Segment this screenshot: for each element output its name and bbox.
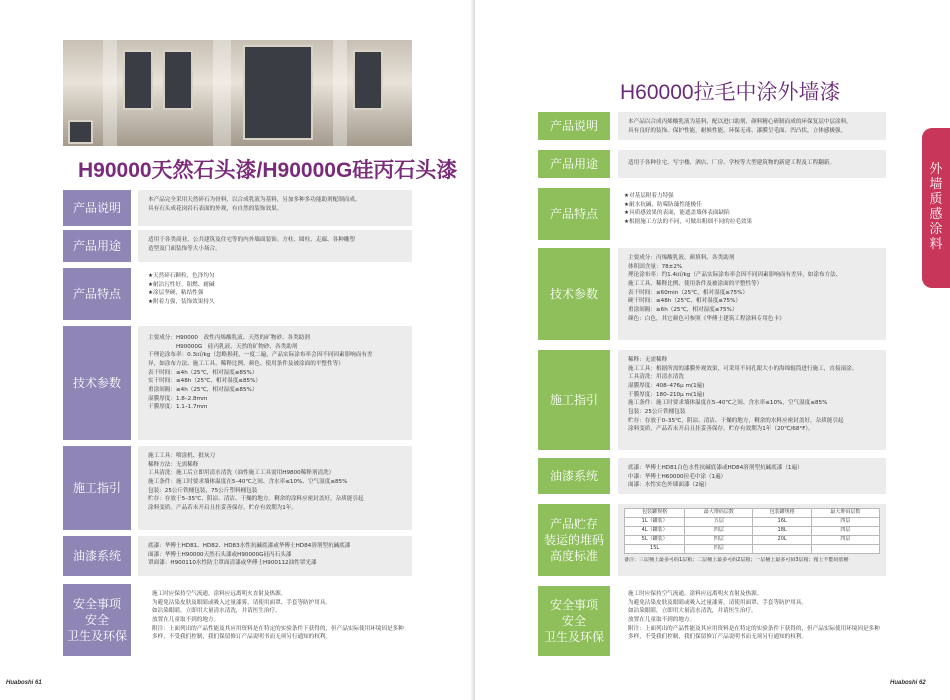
stack-cell: 四层 bbox=[685, 536, 753, 545]
table-row bbox=[625, 518, 880, 527]
text-line: 表干时间：≤60min（25℃，相对湿度≤75%） bbox=[628, 289, 748, 296]
text-line: 多样，不受我们控制，我们保留修订产品说明书而无须另行通知的权利。 bbox=[152, 634, 332, 641]
text-line: ★天然碎石颗粒，色泽均匀 bbox=[148, 273, 215, 279]
text-line: ★具质感效果的表面，能遮盖墙体表面缺陷 bbox=[624, 210, 730, 217]
text-line: ★耐水抗碱，防霉防藻性能极佳 bbox=[624, 201, 702, 208]
stack-cell: 15L bbox=[625, 545, 685, 554]
stack-cell: 四层 bbox=[685, 527, 753, 536]
page-number-left: Huaboshi 61 bbox=[6, 680, 42, 686]
text-line: 表干时间：≤4h（25℃，相对湿度≤85%） bbox=[148, 369, 258, 376]
page-number-right: Huaboshi 62 bbox=[890, 680, 926, 686]
text-line: 干膜厚度：1.1–1.7mm bbox=[148, 404, 208, 411]
text-line: 贮存：存放于0–35℃，阴凉、清洁、干燥的地方，剩余的水料应密封盖好，杂质能引起 bbox=[628, 417, 844, 424]
text-line: 施工工具、稀释比例、使用条件及被涂面的平整性等） bbox=[628, 280, 763, 287]
text-line: 放置在儿童取不到的地方。 bbox=[628, 616, 696, 623]
text-line: ★附着力强，装饰效果持久 bbox=[148, 298, 215, 305]
stack-cell: 五层 bbox=[685, 518, 753, 527]
text-line: 包装：25公斤铁桶包装 bbox=[628, 408, 686, 415]
section-content-use bbox=[618, 150, 886, 178]
stack-header-cell: 最大堆码层数 bbox=[685, 509, 753, 518]
stack-cell bbox=[811, 545, 879, 554]
text-line: 硬干时间：≤48h（25℃，相对湿度≤75%） bbox=[628, 298, 741, 305]
stack-cell: 1L（罐装） bbox=[625, 518, 685, 527]
stack-cell: 四层 bbox=[685, 545, 753, 554]
text-line: 理论涂布率：约1.4㎡/kg（产品实际涂布率会因不同因素影响而有差异，如涂布方法、 bbox=[628, 272, 842, 279]
section-label-desc: 产品说明 bbox=[63, 190, 131, 226]
text-line: 包装：25公斤铁桶包装，75公斤塑料桶包装 bbox=[148, 487, 258, 494]
section-label-system: 油漆系统 bbox=[538, 458, 610, 494]
text-line: ★根据施工方法的不同，可做出粗细不同的拉毛效果 bbox=[624, 218, 753, 225]
section-content-system bbox=[618, 458, 886, 494]
text-line: 涂料变质。产品若未开启且挂妥善保存，贮存有效期为1年。 bbox=[148, 504, 297, 511]
stack-cell: 5L（罐装） bbox=[625, 536, 685, 545]
section-label-desc: 产品说明 bbox=[538, 112, 610, 140]
text-line: 湿膜厚度：408–476μ m(1遍) bbox=[628, 382, 705, 389]
text-line: 多样，不受我们控制，我们保留修订产品说明书而无须另行通知的权利。 bbox=[628, 634, 808, 641]
section-label-feature: 产品特点 bbox=[538, 188, 610, 240]
text-line: 如沾染眼睛，立即用大量清水清洗，并请医生治疗。 bbox=[152, 608, 281, 615]
stack-header-cell: 包装罐规格 bbox=[625, 509, 685, 518]
section-content-feature bbox=[148, 272, 408, 307]
building-photo bbox=[63, 40, 412, 146]
text-line: 施工条件：施工时要求墙体温度在5–40℃之间、含水率≤10%、空气湿度≤85% bbox=[148, 478, 348, 485]
category-side-tab bbox=[922, 128, 950, 288]
section-content-use bbox=[138, 230, 412, 262]
section-label-tech: 技术参数 bbox=[538, 248, 610, 340]
text-line: 湿膜厚度：1.8–2.8mm bbox=[148, 395, 208, 402]
text-line: 施工工具：根据所需的漆膜外观效果，可采用不同孔眼大小的海绵辊筒进行施工，直接滚涂。 bbox=[628, 365, 858, 372]
text-line: 颜色：白色，其它颜色可参照《华傅士建筑工程涂料专用色卡》 bbox=[628, 315, 785, 322]
section-content-desc bbox=[138, 190, 412, 226]
text-line: 面漆：水性实色外墙面漆（2遍） bbox=[628, 482, 710, 489]
side-tab-char: 涂 bbox=[929, 221, 943, 237]
text-line: 附注：上面列出的产品性能及其应用资料是在特定的实验条件下获得的，但产品实际使用环境因是多种 bbox=[152, 625, 404, 632]
text-line: 工具清洗：施工后立即用清水清洗（油性施工工具需用H9800稀释剂清洗） bbox=[148, 470, 335, 477]
stack-cell: 4L（罐装） bbox=[625, 527, 685, 536]
text-line: ★对基层附着力特强 bbox=[624, 193, 674, 199]
section-content-tech bbox=[138, 326, 412, 440]
text-line: 具有良好的装饰、保护性能，耐候性能，环保无毒、漆膜呈毛面、凹凸状，立体感极强。 bbox=[628, 127, 847, 134]
text-line: 重涂间隔：≥4h（25℃，相对湿度≤85%） bbox=[148, 386, 258, 393]
text-line: 施工条件：施工时要求墙体温度在5–40℃之间、含水率≤10%，空气湿度≤85% bbox=[628, 400, 828, 407]
text-line: 放置在儿童取不到的地方。 bbox=[152, 616, 220, 623]
section-content-desc bbox=[618, 112, 886, 140]
text-line: 面漆：华傅士H90000天然石头漆或H90000G硅丙石头漆 bbox=[148, 551, 292, 558]
text-line: 底漆：华傅士HD81白色水性抗碱底漆或HD84溶剂型抗碱底漆（1遍） bbox=[628, 465, 803, 471]
side-tab-char: 墙 bbox=[929, 177, 943, 193]
text-line: 稀释：无需稀释 bbox=[628, 357, 668, 363]
side-tab-char: 料 bbox=[929, 236, 943, 252]
text-line: 如沾染眼睛，立即用大量清水清洗，并请医生治疗。 bbox=[628, 608, 757, 615]
side-tab-char: 外 bbox=[929, 162, 943, 178]
text-line: 为避免沾染皮肤及眼睛或吸入过量漆雾，请使用面罩、手套等防护用具。 bbox=[628, 599, 808, 606]
text-line: ★涂层坚硬，粘结性强 bbox=[148, 290, 204, 297]
stack-note: 备注：三层桶上最多可码1层箱；二层桶上最多可码2层箱；一层桶上最多可码3层箱；箱上不能码放桶 bbox=[624, 557, 849, 563]
stack-header-cell: 最大堆码层数 bbox=[811, 509, 879, 518]
section-content-tech bbox=[618, 248, 886, 340]
stack-header-cell: 包装罐规格 bbox=[753, 509, 811, 518]
text-line: 适用于各类商业、公共建筑及住宅等的内外墙面装饰。方柱、圆柱、走廊、各种雕塑 bbox=[148, 237, 355, 243]
text-line: 附注：上面列出的产品性能及其应用资料是在特定的实验条件下获得的，但产品实际使用环境因是多种 bbox=[628, 625, 880, 632]
stack-cell: 16L bbox=[753, 518, 811, 527]
stack-table bbox=[624, 508, 880, 554]
text-line: 贮存：存放于5–35℃、阴凉、清洁、干燥的地方。剩余的涂料应密封盖好，杂质能引起 bbox=[148, 496, 364, 503]
stack-cell: 四层 bbox=[811, 527, 879, 536]
section-label-stack: 产品贮存 装运的堆码 高度标准 bbox=[538, 504, 610, 576]
table-row bbox=[625, 536, 880, 545]
text-line: 具有石头成花岗岩石表面的外观，有自然的装饰效果。 bbox=[148, 205, 283, 212]
text-line: 涂料变质，产品若未开启且挂妥善保存，贮存有效期为1年（20℃/68°F）。 bbox=[628, 426, 814, 433]
text-line: 体积固含量：78±2% bbox=[628, 263, 683, 270]
text-line: 施工时应保持空气流通，涂料应远离明火直射及热源。 bbox=[628, 591, 763, 597]
text-line: 施工时应保持空气流通，涂料应远离明火直射及热源。 bbox=[152, 591, 287, 597]
text-line: 为避免沾染皮肤及眼睛或吸入过量漆雾，请使用面罩、手套等防护用具。 bbox=[152, 599, 332, 606]
section-content-safety bbox=[152, 590, 412, 642]
stack-cell: 18L bbox=[753, 527, 811, 536]
stack-cell: 四层 bbox=[811, 536, 879, 545]
section-label-use: 产品用途 bbox=[63, 230, 131, 262]
text-line: 主要成分：H90000 改性丙烯酸乳液、天然的矿物砂、各类助剂 bbox=[148, 335, 310, 341]
text-line: 重涂间隔：≥6h（25℃，相对湿度≤75%） bbox=[628, 306, 738, 313]
text-line: 主要成分：丙烯酸乳液、颜填料、各类助剂 bbox=[628, 255, 735, 261]
section-content-stack bbox=[618, 504, 886, 576]
section-content-safety bbox=[628, 590, 888, 642]
stack-cell: 20L bbox=[753, 536, 811, 545]
side-tab-char: 质 bbox=[929, 192, 943, 208]
section-label-safety: 安全事项 安全 卫生及环保 bbox=[538, 586, 610, 656]
stack-cell: 四层 bbox=[811, 518, 879, 527]
stack-cell bbox=[753, 545, 811, 554]
text-line: 本产品以合成丙烯酸乳液为基料，配以进口助剂、颜料精心研制而成的环保复层中层涂料， bbox=[628, 119, 852, 125]
text-line: 干膜厚度：180–210μ m(1遍) bbox=[628, 391, 705, 398]
text-line: 实干时间：≤48h（25℃，相对湿度≤85%） bbox=[148, 378, 261, 385]
product-title: H60000拉毛中涂外墙漆 bbox=[620, 81, 841, 104]
product-title: H90000天然石头漆/H90000G硅丙石头漆 bbox=[78, 159, 458, 182]
section-label-use: 产品用途 bbox=[538, 150, 610, 178]
text-line: 造型及门面装饰等大小场合。 bbox=[148, 245, 221, 252]
text-line: 干理论涂布率：0.3㎡/kg（忽略损耗，一度二遍，产品实际涂布率会因不同因素影响而有差 bbox=[148, 352, 373, 359]
text-line: 适用于各种住宅、写字楼、酒店、厂房、学校等大型建筑物的新建工程及工程翻新。 bbox=[628, 160, 835, 166]
text-line: 异，如涂布方法、施工工具、稀释比例、颜色、使用条件及被涂面的平整性等） bbox=[148, 360, 344, 367]
text-line: 工具清洗：用清水清洗 bbox=[628, 374, 684, 381]
section-label-safety: 安全事项 安全 卫生及环保 bbox=[63, 584, 131, 656]
text-line: 施工工具：喷涂机、批灰刀 bbox=[148, 453, 216, 459]
table-row bbox=[625, 527, 880, 536]
section-content-guide bbox=[138, 446, 412, 530]
text-line: 底漆：华傅士HD81、HD82、HD83水性抗碱底漆或华傅士HD84溶剂型抗碱底漆 bbox=[148, 543, 351, 549]
section-label-guide: 施工指引 bbox=[538, 350, 610, 450]
text-line: ★耐沾污性好，阻燃、耐碱 bbox=[148, 281, 215, 288]
text-line: 罩面漆：H900110水性防尘罩面清漆或华傅士H900112油性罩光漆 bbox=[148, 560, 317, 567]
text-line: H90000G 硅丙乳液、天然的矿物砂、各类助剂 bbox=[148, 343, 298, 350]
section-content-system bbox=[138, 536, 412, 576]
section-content-feature bbox=[624, 192, 884, 227]
section-label-feature: 产品特点 bbox=[63, 268, 131, 320]
text-line: 本产品完全采用天然碎石为骨料，以合成乳液为基料，另加多种多功能助剂配制而成。 bbox=[148, 197, 361, 203]
section-label-guide: 施工指引 bbox=[63, 446, 131, 530]
section-label-tech: 技术参数 bbox=[63, 326, 131, 440]
section-content-guide bbox=[618, 350, 886, 450]
text-line: 稀释方法：无需稀释 bbox=[148, 461, 199, 468]
table-row bbox=[625, 545, 880, 554]
text-line: 中漆：华傅士H60000拉毛中涂（1遍） bbox=[628, 473, 727, 480]
section-label-system: 油漆系统 bbox=[63, 536, 131, 576]
side-tab-char: 感 bbox=[929, 207, 943, 222]
